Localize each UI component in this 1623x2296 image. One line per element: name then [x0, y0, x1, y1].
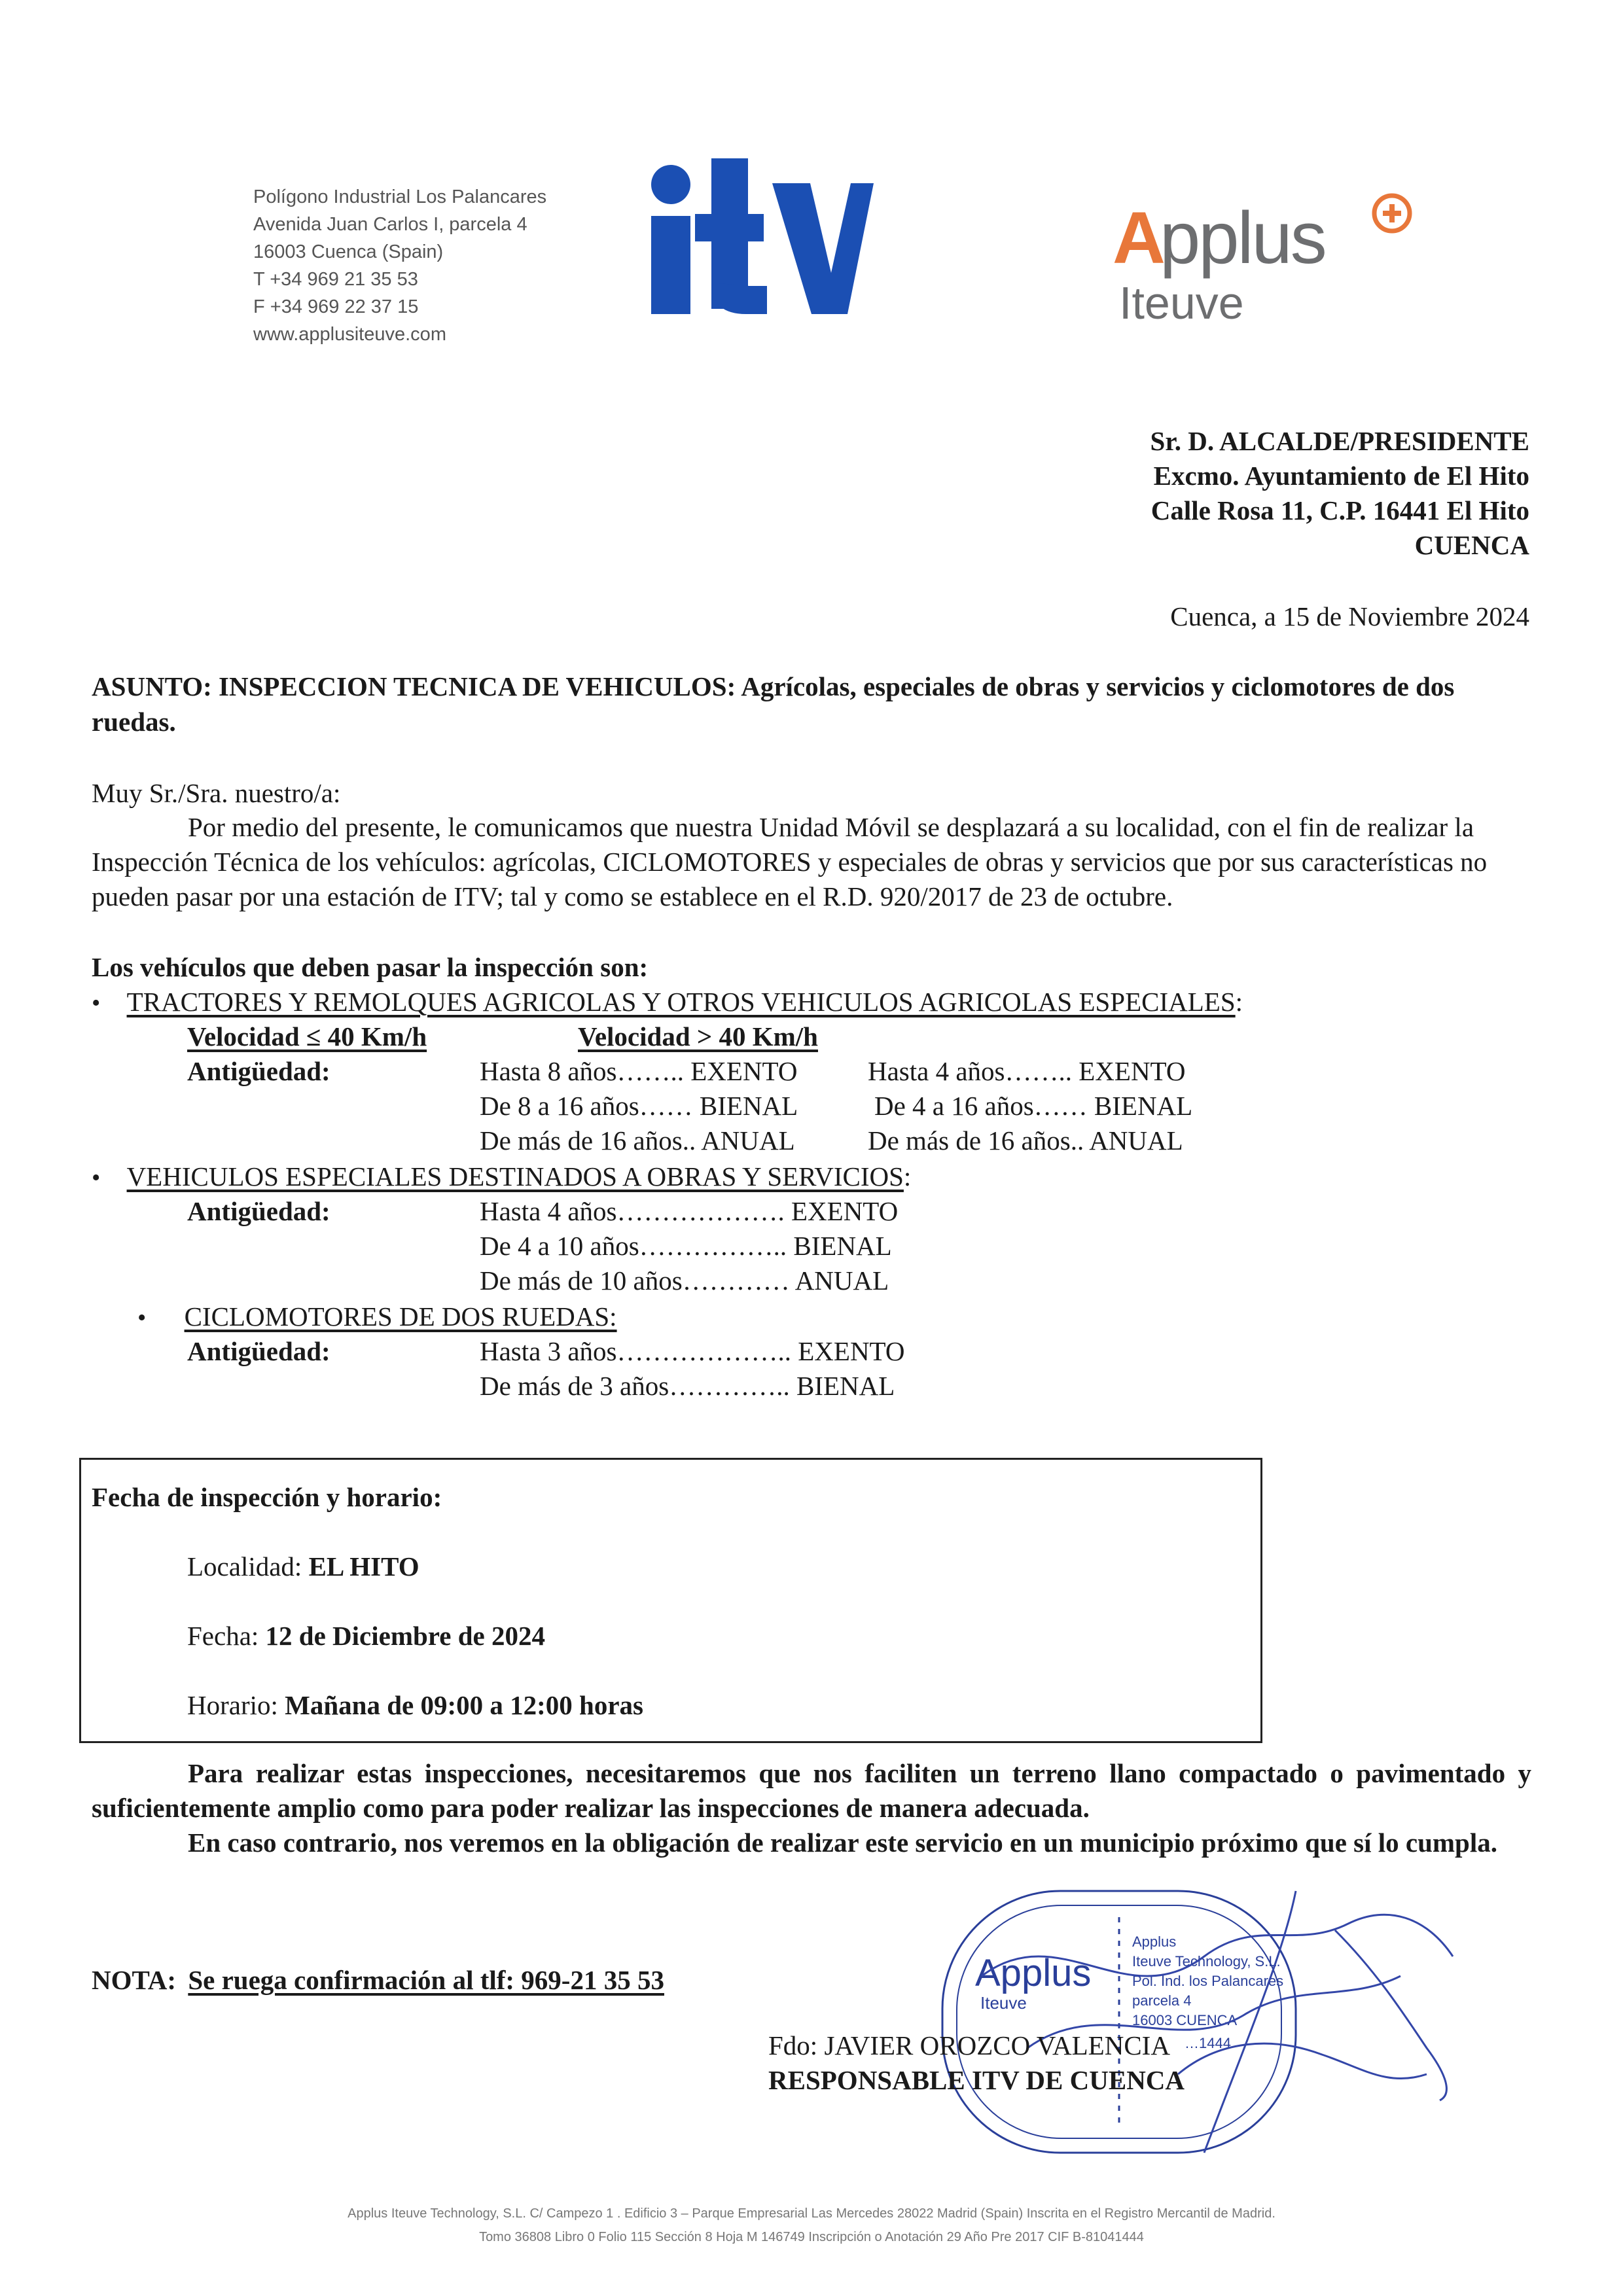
nota-label: NOTA:	[92, 1965, 177, 1995]
bullet-icon: •	[137, 1304, 147, 1332]
salutation: Muy Sr./Sra. nuestro/a:	[92, 778, 341, 808]
stamp-line: Applus	[1132, 1934, 1177, 1950]
category-tractores	[92, 985, 1243, 1021]
stamp-line: …1444	[1185, 2035, 1231, 2051]
age-label: Antigüedad:	[187, 1196, 330, 1226]
recipient-title: Sr. D. ALCALDE/PRESIDENTE	[1150, 426, 1529, 456]
vehicles-heading: Los vehículos que deben pasar la inspección son:	[92, 952, 649, 982]
letter-subject: ASUNTO: INSPECCION TECNICA DE VEHICULOS: Agrícolas, especiales de obras y servicios y ciclomotores de dos ruedas.	[92, 671, 1455, 737]
locality-value: EL HITO	[308, 1551, 419, 1581]
speed-low-heading: Velocidad ≤ 40 Km/h	[187, 1021, 427, 1051]
legal-footer	[0, 2202, 1623, 2249]
footer-line: Tomo 36808 Libro 0 Folio 115 Sección 8 Hoja M 146749 Inscripción o Anotación 29 Año Pre 2017 CIF B-81041444	[479, 2230, 1144, 2244]
address-line: 16003 Cuenca (Spain)	[253, 241, 444, 262]
letter-date: Cuenca, a 15 de Noviembre 2024	[1170, 601, 1529, 631]
stamp-line: Iteuve Technology, S.L.	[1132, 1953, 1281, 1969]
recipient-street: Calle Rosa 11, C.P. 16441 El Hito	[1150, 495, 1529, 525]
category-obras	[92, 1159, 911, 1195]
age-row: De 4 a 16 años…… BIENAL	[874, 1091, 1193, 1121]
inspection-date	[187, 1619, 545, 1653]
intro-paragraph: Por medio del presente, le comunicamos que nuestra Unidad Móvil se desplazará a su localidad, con el fin de realizar la Inspección Técnica de los vehículos: agrícolas, CICLOMOTORES y especiales de obras y servicios que por sus características no pueden pasar por una estación de ITV; tal y como se establece en el R.D. 920/2017 de 23 de octubre.	[92, 812, 1488, 911]
age-row: De 4 a 10 años…………….. BIENAL	[480, 1231, 892, 1261]
category-ciclomotores	[137, 1299, 617, 1335]
age-row: De más de 3 años………….. BIENAL	[480, 1371, 895, 1401]
applus-iteuve-logo	[1113, 191, 1420, 328]
recipient-organization: Excmo. Ayuntamiento de El Hito	[1153, 461, 1529, 491]
svg-text:Iteuve: Iteuve	[1119, 277, 1244, 328]
nota-line	[92, 1963, 664, 1998]
schedule-label: Horario:	[187, 1690, 285, 1720]
inspection-locality	[187, 1549, 419, 1584]
age-row: Hasta 4 años………………. EXENTO	[480, 1196, 899, 1226]
closing-paragraph-1: Para realizar estas inspecciones, necesitaremos que nos faciliten un terreno llano compactado o pavimentado y suficientemente amplio como para poder realizar las inspecciones de manera adecuada.	[92, 1758, 1531, 1823]
closing-paragraph-2: En caso contrario, nos veremos en la obligación de realizar este servicio en un municipio próximo que sí lo cumpla.	[188, 1828, 1497, 1858]
age-row: Hasta 8 años…….. EXENTO	[480, 1056, 798, 1086]
fax-line: F +34 969 22 37 15	[253, 296, 419, 317]
locality-label: Localidad:	[187, 1551, 309, 1581]
age-row: De más de 10 años………… ANUAL	[480, 1265, 889, 1296]
category-title: VEHICULOS ESPECIALES DESTINADOS A OBRAS Y SERVICIOS	[126, 1161, 904, 1192]
svg-text:Iteuve: Iteuve	[980, 1993, 1027, 2013]
footer-line: Applus Iteuve Technology, S.L. C/ Campezo 1 . Edificio 3 – Parque Empresarial Las Mercedes 28022 Madrid (Spain) Inscrita en el Registro Mercantil de Madrid.	[348, 2206, 1275, 2221]
signature-block	[768, 2028, 1185, 2098]
nota-text: Se ruega confirmación al tlf: 969-21 35 53	[188, 1965, 664, 1995]
age-label: Antigüedad:	[187, 1336, 330, 1366]
address-line: Polígono Industrial Los Palancares	[253, 186, 547, 207]
website-line: www.applusiteuve.com	[253, 324, 446, 345]
category-title: CICLOMOTORES DE DOS RUEDAS:	[184, 1301, 617, 1332]
speed-high-heading: Velocidad > 40 Km/h	[578, 1021, 818, 1051]
company-address	[253, 183, 546, 348]
address-line: Avenida Juan Carlos I, parcela 4	[253, 214, 527, 235]
signatory-title: RESPONSABLE ITV DE CUENCA	[768, 2065, 1185, 2095]
category-suffix: :	[1235, 987, 1243, 1017]
schedule-value: Mañana de 09:00 a 12:00 horas	[285, 1690, 643, 1720]
date-value: 12 de Diciembre de 2024	[265, 1621, 545, 1651]
phone-line: T +34 969 21 35 53	[253, 269, 418, 290]
closing-paragraphs	[92, 1756, 1531, 1860]
inspection-schedule	[187, 1688, 643, 1723]
itv-logo	[648, 145, 877, 317]
bullet-icon: •	[92, 989, 101, 1017]
recipient-block	[1150, 424, 1529, 563]
inspection-box-title: Fecha de inspección y horario:	[92, 1482, 442, 1512]
stamp-line: Pol. Ind. los Palancares	[1132, 1973, 1284, 1989]
category-title: TRACTORES Y REMOLQUES AGRICOLAS Y OTROS VEHICULOS AGRICOLAS ESPECIALES	[126, 987, 1236, 1017]
age-row: De más de 16 años.. ANUAL	[868, 1125, 1183, 1156]
signatory-name: Fdo: JAVIER OROZCO VALENCIA	[768, 2030, 1170, 2060]
recipient-city: CUENCA	[1414, 530, 1529, 560]
company-stamp	[929, 1878, 1466, 2166]
stamp-line: parcela 4	[1132, 1992, 1192, 2009]
date-label: Fecha:	[187, 1621, 266, 1651]
svg-text:Applus: Applus	[975, 1952, 1092, 1994]
age-row: Hasta 3 años……………….. EXENTO	[480, 1336, 905, 1366]
svg-text:pplus: pplus	[1160, 197, 1325, 279]
applus-logo-graphic	[1113, 191, 1420, 328]
age-label: Antigüedad:	[187, 1056, 330, 1086]
category-suffix: :	[903, 1161, 912, 1192]
age-row: De más de 16 años.. ANUAL	[480, 1125, 795, 1156]
bullet-icon: •	[92, 1164, 101, 1192]
stamp-line: 16003 CUENCA	[1132, 2012, 1238, 2028]
age-row: De 8 a 16 años…… BIENAL	[480, 1091, 798, 1121]
age-row: Hasta 4 años…….. EXENTO	[868, 1056, 1186, 1086]
svg-text:A: A	[1113, 197, 1163, 279]
